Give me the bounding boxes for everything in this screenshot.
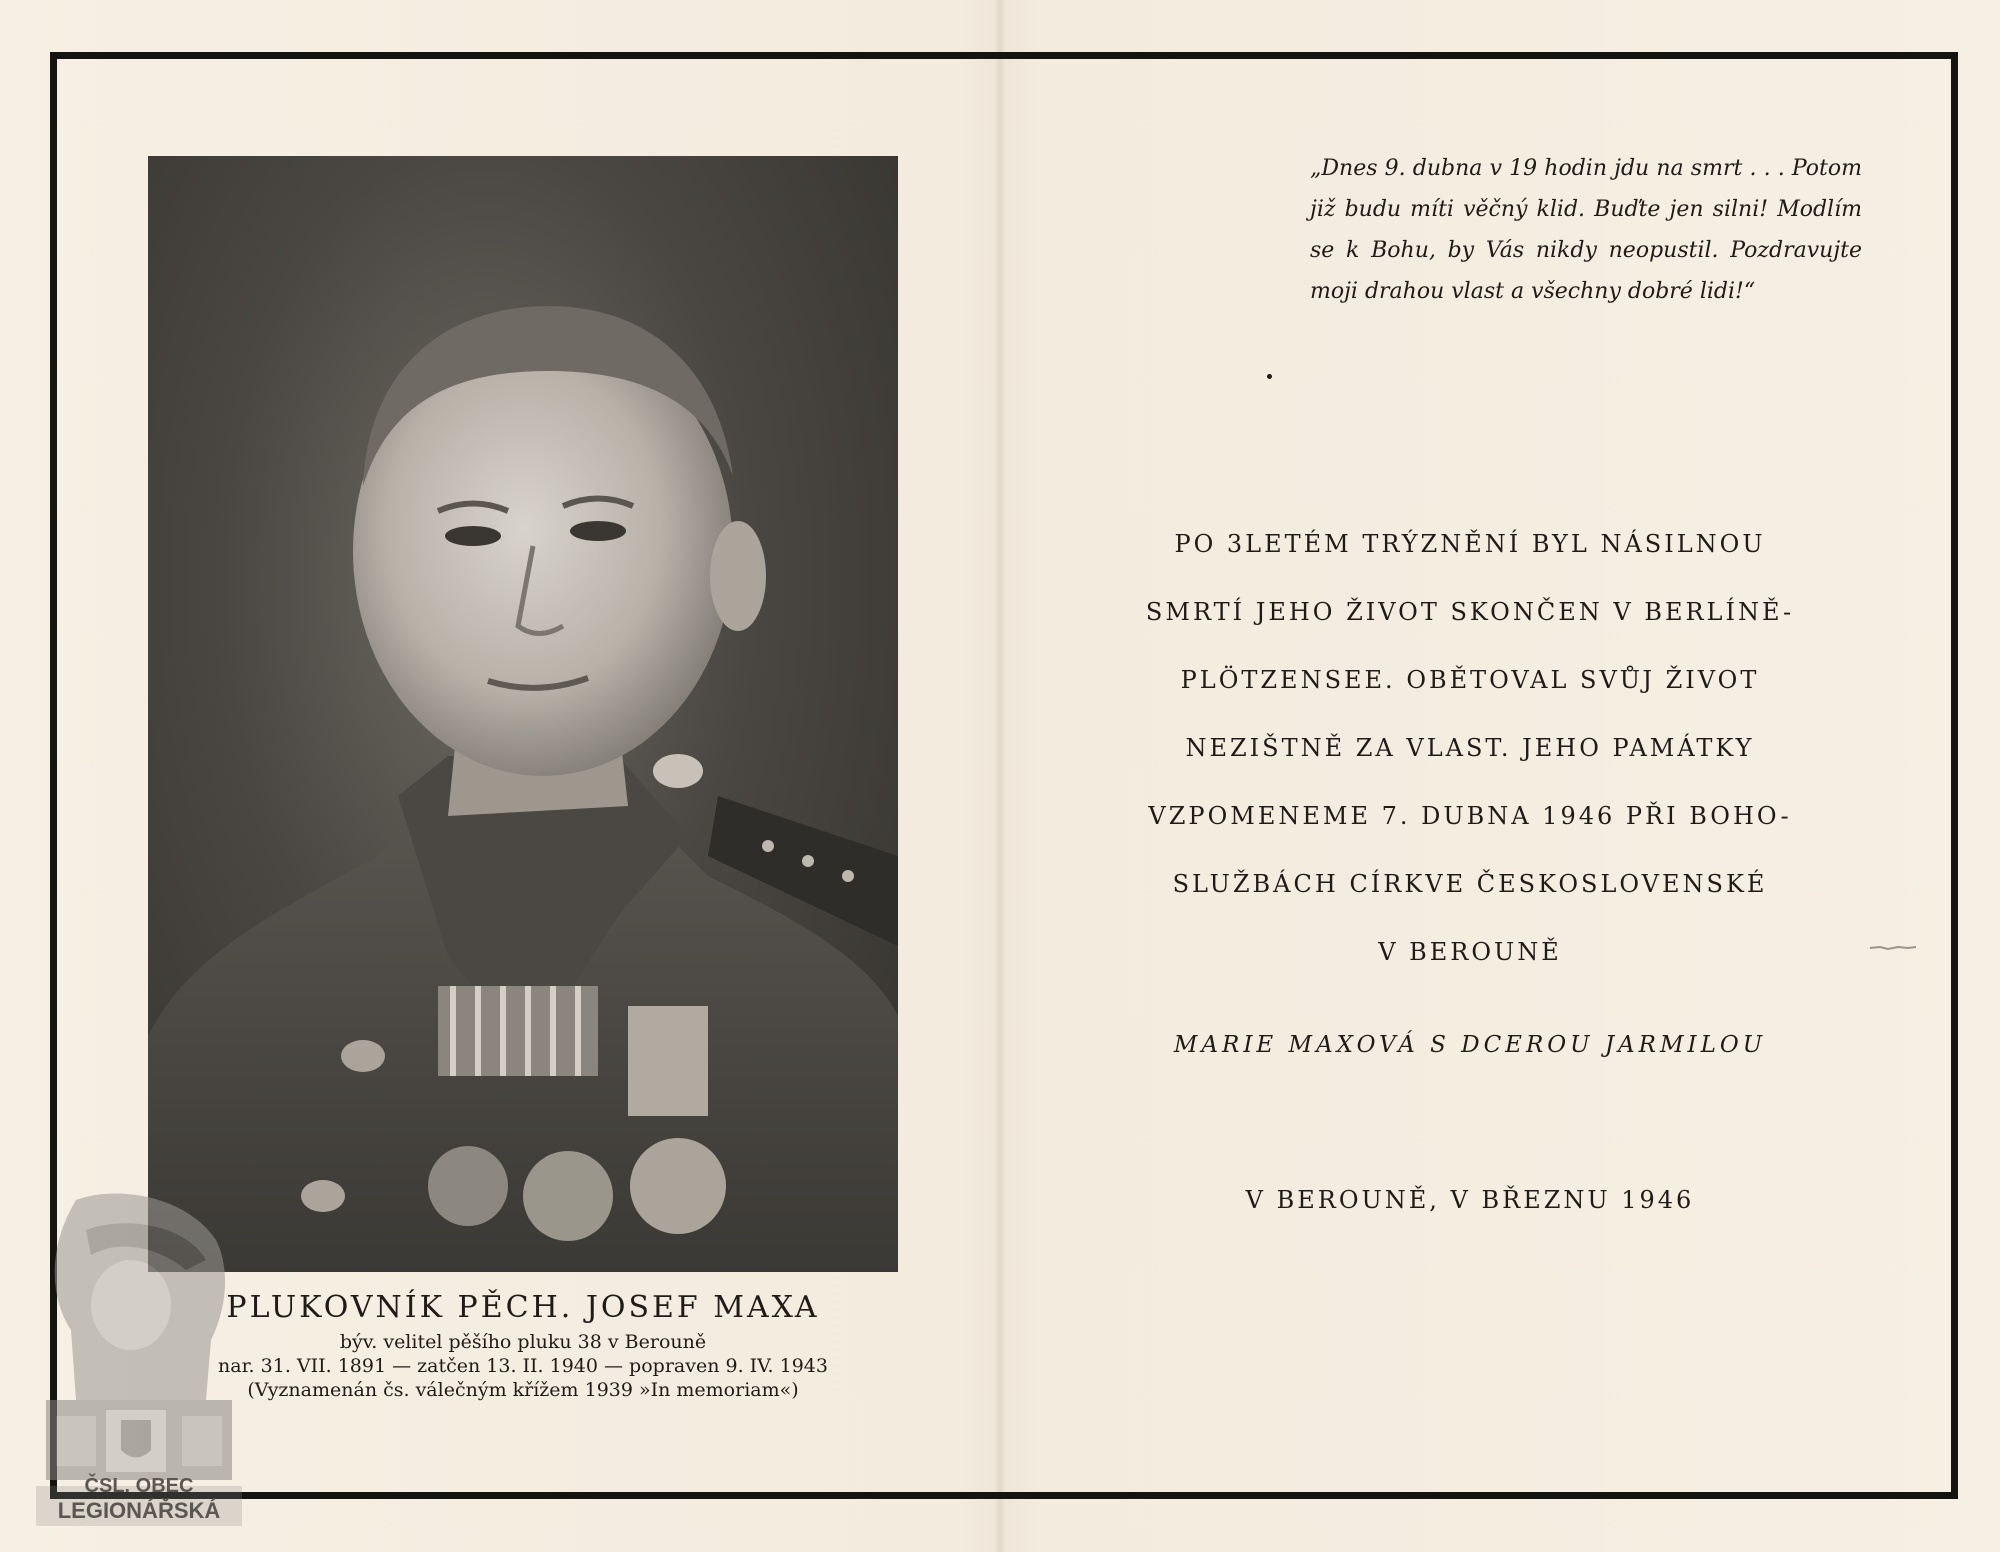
place-date: V BEROUNĚ, V BŘEZNU 1946 xyxy=(1245,1186,1695,1214)
portrait-name: PLUKOVNÍK PĚCH. JOSEF MAXA xyxy=(226,1290,820,1325)
mourning-border-top xyxy=(50,52,1958,59)
signature: MARIE MAXOVÁ S DCEROU JARMILOU xyxy=(1173,1032,1767,1058)
watermark-line1: ČSL. OBEC xyxy=(84,1475,194,1497)
portrait-role: býv. velitel pěšího pluku 38 v Berouně xyxy=(339,1331,707,1353)
medal xyxy=(428,1146,508,1226)
announcement-line: SLUŽBÁCH CÍRKVE ČESKOSLOVENSKÉ xyxy=(1172,870,1768,898)
announcement xyxy=(1120,510,1820,986)
announcement-line: PO 3LETÉM TRÝZNĚNÍ BYL NÁSILNOU xyxy=(1174,530,1766,558)
portrait-honor: (Vyznamenán čs. válečným křížem 1939 »In memoriam«) xyxy=(247,1379,799,1401)
page-fold xyxy=(994,0,1006,1552)
announcement-line: NEZIŠTNĚ ZA VLAST. JEHO PAMÁTKY xyxy=(1185,734,1755,762)
announcement-line: V BEROUNĚ xyxy=(1378,938,1562,966)
last-letter-quote: „Dnes 9. dubna v 19 hodin jdu na smrt . . . Potom již budu míti věčný klid. Buďte jen silni! Modlím se k Bohu, by Vás nikdy neopustil. Pozdravujte moji drahou vlast a všechny dobré lidi!“ xyxy=(1310,156,1862,304)
medal xyxy=(630,1138,726,1234)
announcement-line: VZPOMENEME 7. DUBNA 1946 PŘI BOHO- xyxy=(1148,802,1792,830)
portrait-dates: nar. 31. VII. 1891 — zatčen 13. II. 1940 — popraven 9. IV. 1943 xyxy=(218,1355,828,1377)
mourning-border-right xyxy=(1951,52,1958,1499)
legion-watermark-logo xyxy=(36,1190,242,1526)
ink-smudge xyxy=(1868,944,1918,952)
announcement-line: SMRTÍ JEHO ŽIVOT SKONČEN V BERLÍNĚ- xyxy=(1145,598,1795,626)
portrait-caption xyxy=(148,1290,898,1403)
mourning-border-bottom xyxy=(50,1492,1958,1499)
medal-ribbons xyxy=(438,986,598,1076)
portrait-photo xyxy=(148,156,898,1272)
print-dot xyxy=(1267,374,1272,379)
watermark-line2: LEGIONÁŘSKÁ xyxy=(57,1498,221,1523)
portrait-illustration xyxy=(148,156,898,1272)
medal xyxy=(523,1151,613,1241)
announcement-line: PLÖTZENSEE. OBĚTOVAL SVŮJ ŽIVOT xyxy=(1180,666,1760,694)
